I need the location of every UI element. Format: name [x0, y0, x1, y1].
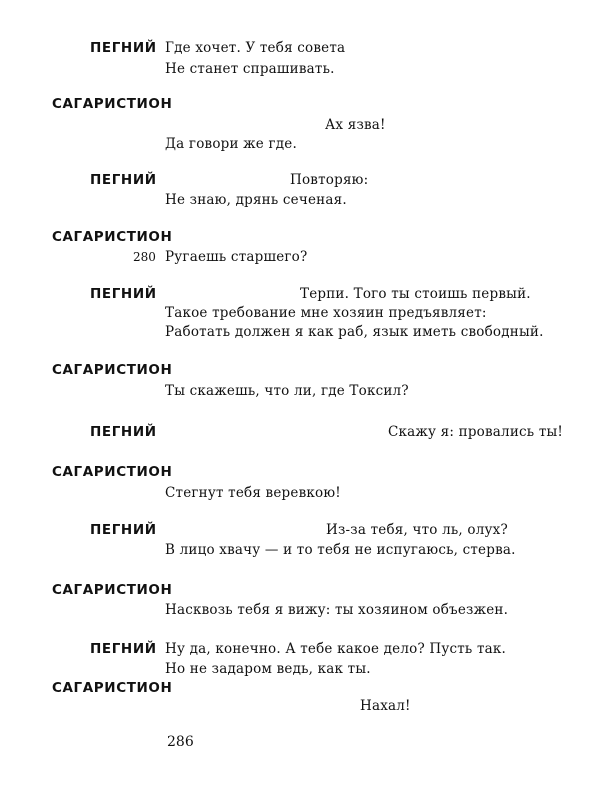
verse-line: Где хочет. У тебя совета: [165, 40, 346, 56]
verse-line: Стегнут тебя веревкою!: [165, 485, 341, 501]
speaker-pegniy: ПЕГНИЙ: [90, 286, 157, 302]
speaker-sagaristion: САГАРИСТИОН: [52, 582, 173, 598]
speaker-pegniy: ПЕГНИЙ: [90, 522, 157, 538]
page-number: 286: [167, 734, 194, 750]
verse-line: Не знаю, дрянь сеченая.: [165, 192, 347, 208]
speaker-pegniy: ПЕГНИЙ: [90, 40, 157, 56]
verse-line: Насквозь тебя я вижу: ты хозяином объезжен.: [165, 602, 509, 618]
speaker-pegniy: ПЕГНИЙ: [90, 641, 157, 657]
speaker-pegniy: ПЕГНИЙ: [90, 424, 157, 440]
verse-line: Ругаешь старшего?: [165, 249, 308, 265]
verse-line: В лицо хвачу — и то тебя не испугаюсь, стерва.: [165, 542, 516, 558]
verse-line: Повторяю:: [290, 172, 369, 188]
verse-line: Работать должен я как раб, язык иметь свободный.: [165, 324, 544, 340]
verse-line: Не станет спрашивать.: [165, 61, 335, 77]
verse-line: Но не задаром ведь, как ты.: [165, 661, 371, 677]
speaker-sagaristion: САГАРИСТИОН: [52, 96, 173, 112]
verse-line: Да говори же где.: [165, 136, 297, 152]
line-number: 280: [133, 250, 156, 264]
verse-line: Из-за тебя, что ль, олух?: [326, 522, 508, 538]
speaker-sagaristion: САГАРИСТИОН: [52, 362, 173, 378]
verse-line: Ну да, конечно. А тебе какое дело? Пусть так.: [165, 641, 507, 657]
speaker-sagaristion: САГАРИСТИОН: [52, 229, 173, 245]
speaker-sagaristion: САГАРИСТИОН: [52, 464, 173, 480]
verse-line: Терпи. Того ты стоишь первый.: [300, 286, 531, 302]
speaker-sagaristion: САГАРИСТИОН: [52, 680, 173, 696]
speaker-pegniy: ПЕГНИЙ: [90, 172, 157, 188]
verse-line: Такое требование мне хозяин предъявляет:: [165, 305, 487, 321]
verse-line: Ты скажешь, что ли, где Токсил?: [165, 383, 409, 399]
verse-line: Ах язва!: [325, 117, 386, 133]
verse-line: Скажу я: провались ты!: [388, 424, 564, 440]
verse-line: Нахал!: [360, 698, 411, 714]
